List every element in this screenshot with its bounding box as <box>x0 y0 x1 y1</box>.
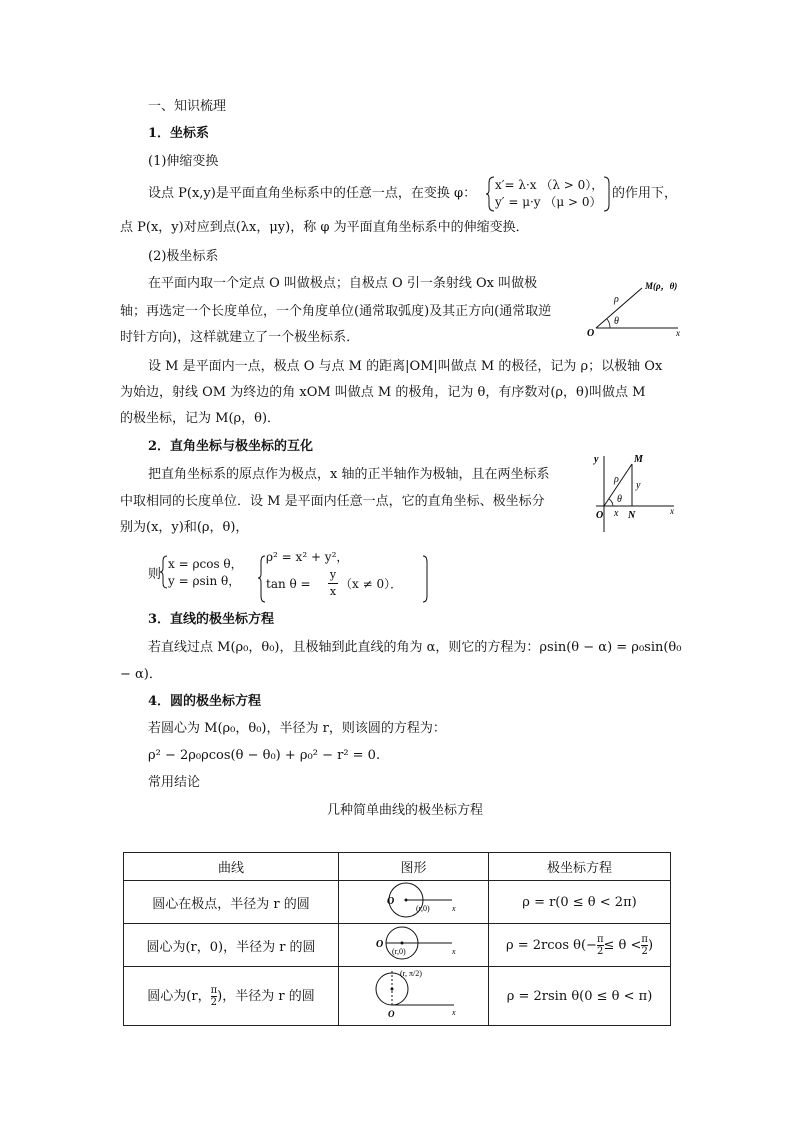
polar-para-1-line-1: 在平面内取一个定点 O 叫做极点；自极点 O 引一条射线 Ox 叫做极 <box>148 276 538 291</box>
subsection-2-title: (2)极坐标系 <box>148 249 219 264</box>
curve-part-a: 圆心为(r， <box>147 988 211 1004</box>
fraction-numerator: π <box>641 933 648 945</box>
conversion-line-2: 中取相同的长度单位．设 M 是平面内任意一点，它的直角坐标、极坐标分 <box>120 494 545 509</box>
fraction-denominator: 2 <box>641 945 648 957</box>
conversion-figure <box>590 450 688 538</box>
point-label: (r,0) <box>415 904 430 913</box>
x-label: x <box>451 1008 456 1017</box>
section-heading: 一、知识梳理 <box>148 99 227 114</box>
section-2-title: 2．直角坐标与极坐标的互化 <box>148 439 314 454</box>
origin-label: O <box>587 328 595 339</box>
table-caption: 几种简单曲线的极坐标方程 <box>327 803 484 818</box>
tan-fraction-numerator: y <box>329 568 337 581</box>
polar-coordinate-figure <box>584 274 694 340</box>
rho-squared-formula: ρ² = x² + y²， <box>266 550 349 564</box>
row-1-equation: ρ = r(0 ≤ θ < 2π) <box>489 881 671 924</box>
header-figure: 图形 <box>339 853 489 881</box>
circle-equation: ρ² − 2ρ₀ρcos(θ − θ₀) + ρ₀² − r² = 0. <box>148 748 381 763</box>
pole-label: O <box>375 939 383 950</box>
polar-para-1-line-2: 轴；再选定一个长度单位，一个角度单位(通常取弧度)及其正方向(通常取逆 <box>120 304 552 319</box>
table-row <box>124 924 671 967</box>
rho-label: ρ <box>614 294 619 305</box>
x-axis-label-2: x <box>670 506 674 516</box>
pole-label: O <box>386 896 394 907</box>
table-row <box>124 967 671 1026</box>
section-4-title: 4．圆的极坐标方程 <box>148 694 262 709</box>
table-header-row <box>124 853 671 881</box>
polar-para-2-line-3: 的极坐标，记为 M(ρ，θ)． <box>120 411 281 426</box>
x-segment-label: x <box>614 508 619 519</box>
transform-line-2: 点 P(x，y)对应到点(λx，μy)，称 φ 为平面直角坐标系中的伸缩变换． <box>120 220 529 235</box>
origin-label-2: O <box>596 510 604 521</box>
transform-intro: 设点 P(x,y)是平面直角坐标系中的任意一点，在变换 φ： <box>148 186 477 201</box>
circle-on-axis-figure <box>364 924 464 962</box>
transform-system <box>486 175 612 213</box>
transform-intro-tail: 的作用下， <box>612 186 678 201</box>
fraction-numerator: π <box>210 984 218 996</box>
conclusions-label: 常用结论 <box>148 775 201 790</box>
section-3-title: 3．直线的极坐标方程 <box>148 612 275 627</box>
rho-label-2: ρ <box>614 474 619 485</box>
y-axis-label: y <box>594 454 599 465</box>
cos-formula: x = ρcos θ， <box>168 557 243 571</box>
row-2-figure <box>339 924 489 967</box>
pole-label: O <box>387 1009 394 1019</box>
tan-formula: tan θ = <box>266 577 311 591</box>
x-label: x <box>451 947 456 956</box>
row-1-curve: 圆心在极点，半径为 r 的圆 <box>124 881 339 924</box>
conversion-line-1: 把直角坐标系的原点作为极点，x 轴的正半轴作为极轴，且在两坐标系 <box>148 467 550 482</box>
fraction-denominator: 2 <box>210 996 218 1008</box>
line-equation-line-2: − α)． <box>120 667 162 682</box>
circle-at-pole-figure <box>364 881 464 919</box>
transform-row-1: x′= λ·x （λ > 0）， <box>495 178 604 192</box>
tan-fraction-denominator: x <box>329 585 337 598</box>
row-1-figure <box>339 881 489 924</box>
polar-para-2-line-2: 为始边，射线 OM 为终边的角 xOM 叫做点 M 的极角，记为 θ，有序数对(ρ，θ)叫做点 M <box>120 385 646 400</box>
curve-part-b: )，半径为 r 的圆 <box>217 988 315 1004</box>
x-label: x <box>451 904 456 913</box>
eq-part-a: ρ = 2rcos θ(− <box>505 937 597 953</box>
row-3-curve <box>124 967 339 1026</box>
tan-condition: （x ≠ 0）． <box>340 577 403 591</box>
point-label: (r, π/2) <box>399 969 422 978</box>
row-3-equation: ρ = 2rsin θ(0 ≤ θ < π) <box>489 967 671 1026</box>
eq-part-b: ≤ θ < <box>603 937 642 953</box>
transform-row-2: y′ = μ·y （μ > 0） <box>495 195 602 209</box>
header-equation: 极坐标方程 <box>489 853 671 881</box>
conversion-line-3: 别为(x，y)和(ρ，θ)， <box>120 520 249 535</box>
pi-over-2-fraction <box>641 934 648 957</box>
m-label: M <box>634 454 643 465</box>
y-segment-label: y <box>636 480 641 491</box>
polar-para-1-line-3: 时针方向)，这样就建立了一个极坐标系． <box>120 330 360 345</box>
curves-table <box>123 852 671 1026</box>
section-1-title: 1．坐标系 <box>148 126 210 141</box>
circle-equation-intro: 若圆心为 M(ρ₀，θ₀)，半径为 r，则该圆的方程为： <box>148 721 446 736</box>
sin-formula: y = ρsin θ， <box>168 574 241 588</box>
row-2-curve: 圆心为(r，0)，半径为 r 的圆 <box>124 924 339 967</box>
pi-over-2-fraction <box>597 934 604 957</box>
theta-label: θ <box>614 316 619 327</box>
then-label: 则 <box>148 567 162 582</box>
theta-label-2: θ <box>617 494 622 505</box>
ray-om <box>596 288 642 328</box>
header-curve: 曲线 <box>124 853 339 881</box>
eq-part-c: ) <box>647 937 654 953</box>
n-label: N <box>628 510 636 521</box>
point-label: (r,0) <box>391 947 406 956</box>
circle-above-pole-figure <box>364 967 464 1021</box>
fraction-numerator: π <box>596 933 604 945</box>
line-equation-line-1: 若直线过点 M(ρ₀，θ₀)，且极轴到此直线的角为 α，则它的方程为：ρsin(θ − α) = ρ₀sin(θ₀ <box>148 640 682 655</box>
polar-para-2-line-1: 设 M 是平面内一点，极点 O 与点 M 的距离|OM|叫做点 M 的极径，记为 ρ；以极轴 Ox <box>148 359 663 374</box>
row-3-figure <box>339 967 489 1026</box>
row-2-equation <box>489 924 671 967</box>
point-m-label: M(ρ，θ) <box>645 281 678 291</box>
fraction-denominator: 2 <box>597 945 604 957</box>
x-axis-label: x <box>676 328 680 338</box>
table-row <box>124 881 671 924</box>
subsection-1-title: (1)伸缩变换 <box>148 154 219 169</box>
